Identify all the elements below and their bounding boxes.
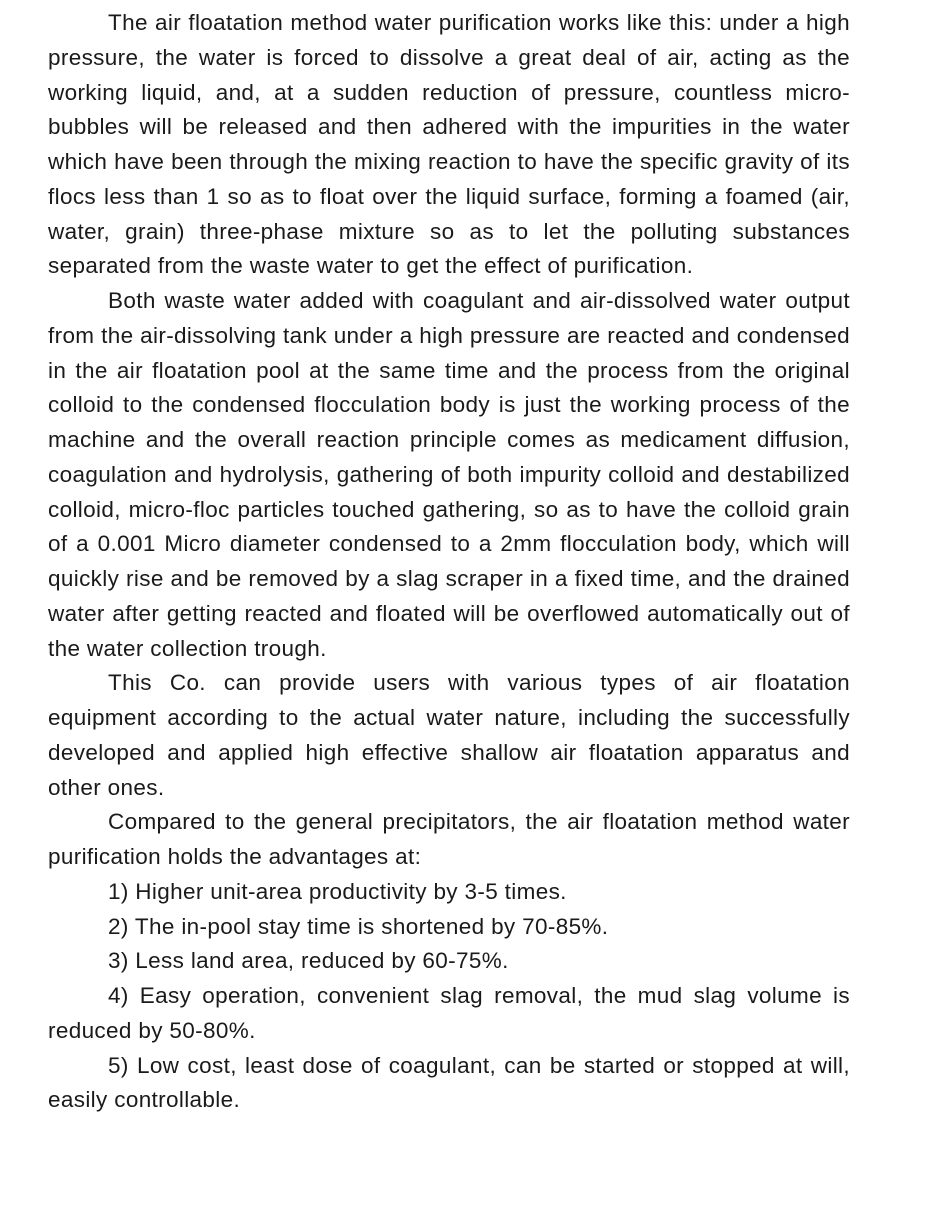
list-item: 3) Less land area, reduced by 60-75%. xyxy=(108,948,509,974)
list-item: 1) Higher unit-area productivity by 3-5 times. xyxy=(108,878,567,904)
paragraph-process: Both waste water added with coagulant and air-dissolved water output from the air-dissolving tank under a high pressure are reacted and condensed in the air floatation pool at the same time and the process from the original colloid to the condensed flocculation body is just the working process of the machine and the overall reaction principle comes as medicament diffusion, coagulation and hydrolysis, gathering of both impurity colloid and destabilized colloid, micro-floc particles touched gathering, so as to have the colloid grain of a 0.001 Micro diameter condensed to a 2mm flocculation body, which will quickly rise and be removed by a slag scraper in a fixed time, and the drained water after getting reacted and floated will be overflowed automatically out of the water collection trough. xyxy=(48,288,850,661)
document-body xyxy=(48,6,850,1118)
list-item: 4) Easy operation, convenient slag removal, the mud slag volume is reduced by 50-80%. xyxy=(48,983,850,1043)
paragraph-company: This Co. can provide users with various types of air floatation equipment according to the actual water nature, including the successfully developed and applied high effective shallow air floatation apparatus and other ones. xyxy=(48,670,850,800)
paragraph-principle: The air floatation method water purification works like this: under a high pressure, the water is forced to dissolve a great deal of air, acting as the working liquid, and, at a sudden reduction of pressure, countless micro-bubbles will be released and then adhered with the impurities in the water which have been through the mixing reaction to have the specific gravity of its flocs less than 1 so as to float over the liquid surface, forming a foamed (air, water, grain) three-phase mixture so as to let the polluting substances separated from the waste water to get the effect of purification. xyxy=(48,10,850,279)
list-item: 5) Low cost, least dose of coagulant, can be started or stopped at will, easily controllable. xyxy=(48,1052,850,1113)
advantages-list xyxy=(48,875,850,1118)
list-item: 2) The in-pool stay time is shortened by 70-85%. xyxy=(108,913,609,939)
paragraph-advantages-intro: Compared to the general precipitators, the air floatation method water purification holds the advantages at: xyxy=(48,809,850,869)
